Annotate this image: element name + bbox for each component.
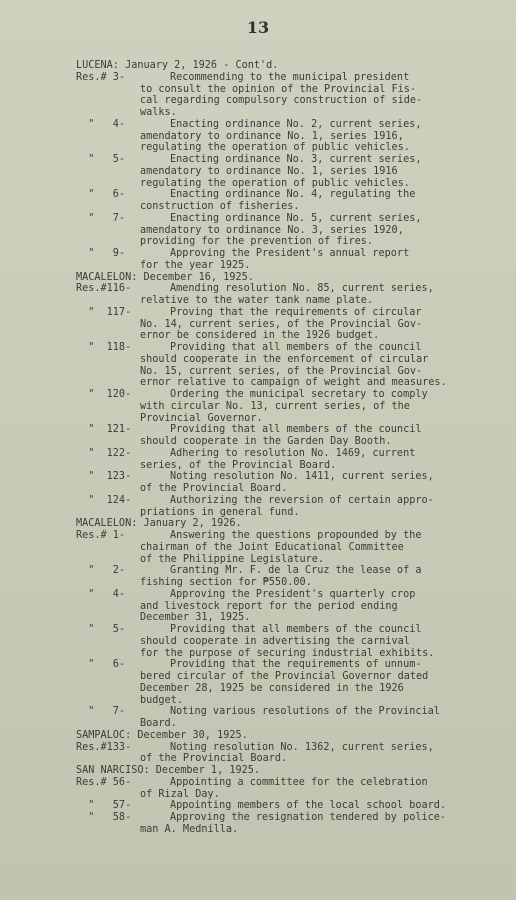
- resolution-text-continued: Provincial Governor.: [140, 412, 263, 424]
- resolution-entry: [76, 742, 496, 754]
- resolution-number: " 7-: [76, 706, 126, 718]
- resolution-number: " 124-: [76, 494, 132, 506]
- resolution-text: Providing that the requirements of unnum-: [170, 659, 422, 671]
- resolution-text: Noting resolution No. 1362, current series,: [170, 741, 434, 753]
- resolution-text: Providing that all members of the council: [170, 424, 422, 436]
- section-heading: MACALELON: January 2, 1926.: [76, 518, 242, 530]
- resolution-text: Noting various resolutions of the Provincial: [170, 706, 440, 718]
- resolution-entry: [76, 659, 496, 671]
- resolution-text: Providing that all members of the council: [170, 342, 422, 353]
- resolution-text-continued: chairman of the Joint Educational Committee: [140, 541, 404, 553]
- resolution-text-continued: priations in general fund.: [140, 506, 300, 518]
- resolution-entry: [76, 589, 496, 601]
- resolution-text-continued: budget.: [140, 694, 183, 706]
- resolution-number: " 58-: [76, 812, 132, 823]
- resolution-text-continued: should cooperate in advertising the carnival: [140, 635, 410, 647]
- resolution-entry: [76, 471, 496, 483]
- section-heading: SAMPALOC: December 30, 1925.: [76, 729, 248, 741]
- resolution-entry: [76, 777, 496, 789]
- resolution-text-continued: for the year 1925.: [140, 259, 251, 271]
- resolution-number: " 7-: [76, 212, 126, 224]
- resolution-entry: [76, 812, 496, 824]
- resolution-text-continued: cal regarding compulsory construction of side-: [140, 95, 423, 107]
- resolution-number: " 57-: [76, 800, 132, 812]
- resolution-number: " 123-: [76, 471, 132, 483]
- resolution-text-continued: of the Provincial Board.: [140, 753, 288, 765]
- resolution-text: Authorizing the reversion of certain appro-: [170, 494, 434, 506]
- resolution-text-continued: December 31, 1925.: [140, 612, 251, 624]
- resolution-entry: [76, 624, 496, 636]
- resolution-text-continued: for the purpose of securing industrial exhibits.: [140, 647, 435, 659]
- resolution-number: Res.# 56-: [76, 776, 132, 788]
- section-heading: MACALELON: December 16, 1925.: [76, 271, 254, 283]
- resolution-text: Appointing a committee for the celebration: [170, 776, 428, 788]
- resolution-text-continued: No. 14, current series, of the Provincial Gov-: [140, 318, 423, 330]
- resolution-text-continued: construction of fisheries.: [140, 201, 300, 212]
- resolution-text-continued: amendatory to ordinance No. 3, series 1920,: [140, 224, 404, 236]
- resolution-entry: [76, 213, 496, 225]
- resolution-text: Enacting ordinance No. 2, current series,: [170, 118, 422, 130]
- resolution-number: " 6-: [76, 189, 126, 201]
- resolution-text: Ordering the municipal secretary to comply: [170, 389, 428, 400]
- resolution-text: Appointing members of the local school board.: [170, 800, 447, 812]
- resolution-entry: [76, 495, 496, 507]
- resolution-text: Providing that all members of the council: [170, 624, 422, 635]
- resolution-text-continued: of Rizal Day.: [140, 788, 220, 800]
- resolution-number: Res.# 3-: [76, 71, 126, 83]
- resolution-entry: [76, 800, 496, 812]
- resolution-text: Amending resolution No. 85, current series,: [170, 283, 434, 295]
- resolution-text: Noting resolution No. 1411, current series,: [170, 471, 434, 483]
- resolution-text: Proving that the requirements of circular: [170, 306, 422, 318]
- resolution-text-continued: regulating the operation of public vehicles.: [140, 177, 410, 189]
- resolution-number: " 4-: [76, 588, 126, 600]
- resolution-entry: [76, 189, 496, 201]
- resolution-text-continued: walks.: [140, 107, 177, 118]
- resolution-text-continued: bered circular of the Provincial Governor dated: [140, 671, 429, 682]
- resolution-number: Res.#133-: [76, 741, 132, 753]
- resolution-text-continued: amendatory to ordinance No. 1, series 1916,: [140, 130, 404, 142]
- resolution-text-continued: December 28, 1925 be considered in the 1926: [140, 682, 404, 694]
- resolution-number: " 9-: [76, 248, 126, 259]
- resolution-number: Res.# 1-: [76, 530, 126, 541]
- resolution-text-continued: relative to the water tank name plate.: [140, 295, 374, 306]
- resolution-entry: [76, 389, 496, 401]
- resolution-text: Approving the President's quarterly crop: [170, 588, 416, 600]
- resolution-text-continued: ernor relative to campaign of weight and measures.: [140, 377, 447, 389]
- resolution-entry: [76, 72, 496, 84]
- resolution-text: Granting Mr. F. de la Cruz the lease of a: [170, 565, 422, 577]
- resolution-text-continued: fishing section for ₱550.00.: [140, 577, 312, 588]
- resolution-number: " 5-: [76, 624, 126, 635]
- resolution-number: " 4-: [76, 118, 126, 130]
- resolution-text: Answering the questions propounded by the: [170, 530, 422, 541]
- resolution-number: " 5-: [76, 154, 126, 165]
- resolution-entry: [76, 424, 496, 436]
- resolution-text-continued: series, of the Provincial Board.: [140, 459, 337, 471]
- resolution-text-continued: of the Provincial Board.: [140, 483, 288, 494]
- resolution-entry: [76, 119, 496, 131]
- resolution-number: Res.#116-: [76, 283, 132, 295]
- resolution-number: " 2-: [76, 565, 126, 577]
- resolution-number: " 118-: [76, 342, 132, 353]
- resolution-number: " 6-: [76, 659, 126, 671]
- resolution-text: Approving the resignation tendered by police-: [170, 812, 447, 823]
- resolution-number: " 117-: [76, 306, 132, 318]
- document-body: [76, 60, 496, 836]
- resolution-entry: [76, 706, 496, 718]
- resolution-number: " 122-: [76, 447, 132, 459]
- resolution-text-continued: to consult the opinion of the Provincial Fis-: [140, 83, 417, 95]
- resolution-text: Enacting ordinance No. 4, regulating the: [170, 189, 416, 201]
- resolution-text-continued: providing for the prevention of fires.: [140, 236, 374, 248]
- resolution-text-continued: of the Philippine Legislature.: [140, 553, 325, 565]
- resolution-text: Approving the President's annual report: [170, 248, 410, 259]
- resolution-text: Enacting ordinance No. 3, current series,: [170, 154, 422, 165]
- resolution-number: " 120-: [76, 389, 132, 400]
- resolution-number: " 121-: [76, 424, 132, 436]
- resolution-text-continued: No. 15, current series, of the Provincial Gov-: [140, 365, 423, 377]
- resolution-entry: [76, 307, 496, 319]
- section-heading: SAN NARCISO: December 1, 1925.: [76, 765, 261, 776]
- resolution-text-continued: should cooperate in the Garden Day Booth.: [140, 436, 392, 447]
- resolution-text-continued: man A. Mednilla.: [140, 823, 239, 835]
- resolution-text-continued: ernor be considered in the 1926 budget.: [140, 330, 380, 342]
- page-number: 13: [246, 18, 270, 37]
- resolution-text-continued: and livestock report for the period ending: [140, 600, 398, 612]
- resolution-entry: [76, 283, 496, 295]
- resolution-text-continued: Board.: [140, 718, 177, 729]
- resolution-text-continued: should cooperate in the enforcement of circular: [140, 353, 429, 365]
- resolution-text-continued: amendatory to ordinance No. 1, series 1916: [140, 165, 398, 177]
- resolution-entry: [76, 530, 496, 542]
- resolution-entry: [76, 448, 496, 460]
- resolution-entry: [76, 248, 496, 260]
- resolution-entry: [76, 154, 496, 166]
- resolution-text: Enacting ordinance No. 5, current series,: [170, 212, 422, 224]
- resolution-text: Recommending to the municipal president: [170, 71, 410, 83]
- resolution-entry: [76, 565, 496, 577]
- resolution-text-continued: with circular No. 13, current series, of the: [140, 400, 410, 412]
- resolution-text-continued: regulating the operation of public vehicles.: [140, 142, 410, 154]
- resolution-entry: [76, 342, 496, 354]
- resolution-text: Adhering to resolution No. 1469, current: [170, 447, 416, 459]
- section-heading: LUCENA: January 2, 1926 - Cont'd.: [76, 60, 279, 71]
